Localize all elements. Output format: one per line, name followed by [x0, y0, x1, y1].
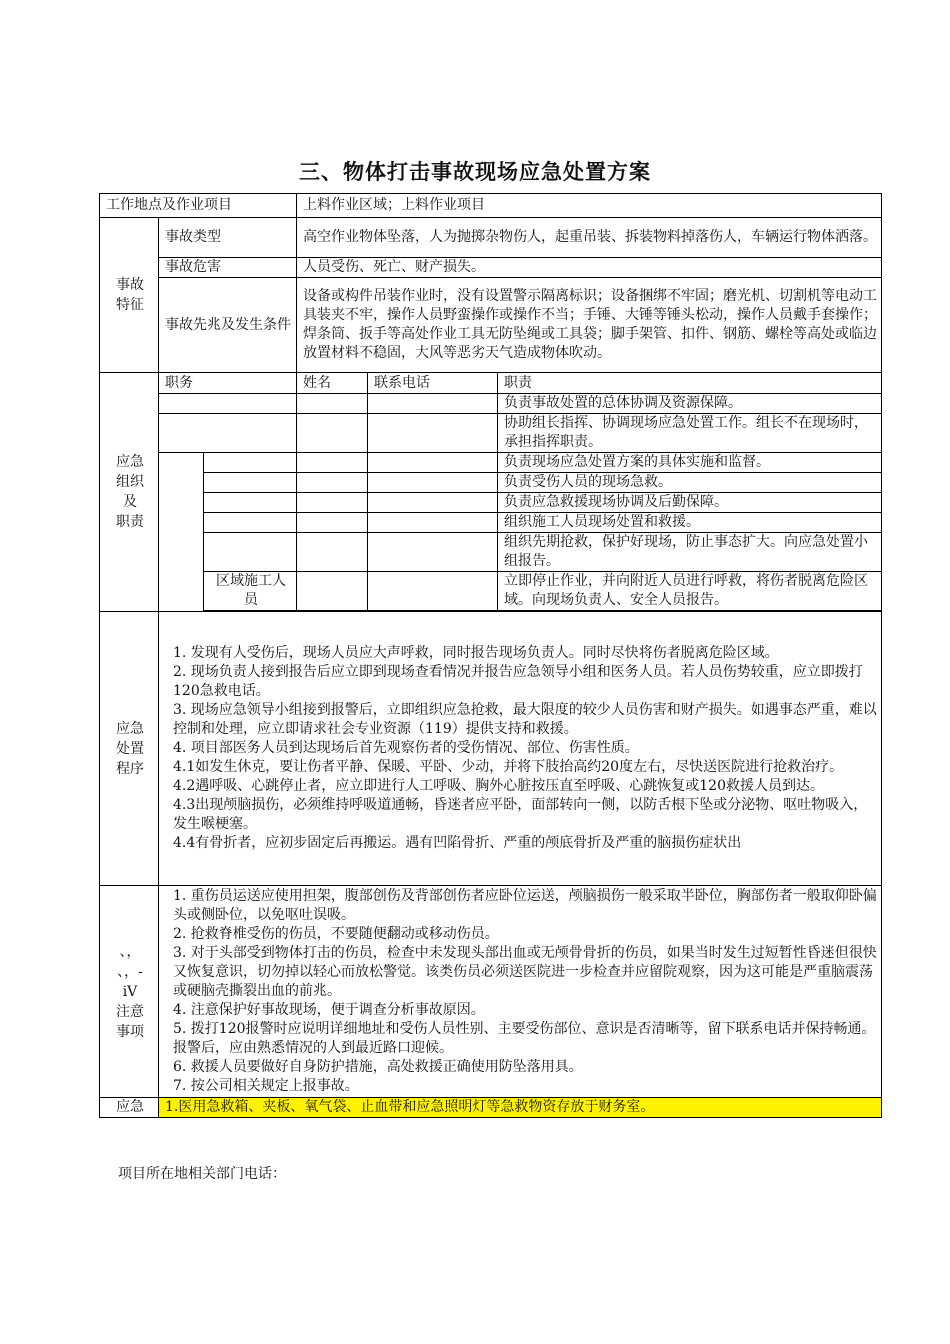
org-phone-cell [368, 394, 498, 414]
org-position-cell [204, 453, 297, 473]
procedure-section-text: 应急 处置 程序 [116, 720, 144, 777]
accident-hazard-label: 事故危害 [159, 258, 297, 278]
org-name-cell [297, 572, 368, 611]
org-row [100, 453, 882, 473]
supplies-item: 1.医用急救箱、夹板、氧气袋、止血带和应急照明灯等急救物资存放于财务室。 [159, 1098, 882, 1118]
org-position-cell [204, 473, 297, 493]
accident-precursor-label: 事故先兆及发生条件 [159, 278, 297, 373]
org-header-duty: 职责 [498, 373, 882, 394]
org-phone-cell [368, 473, 498, 493]
org-position-cell [204, 533, 297, 572]
org-header-phone: 联系电话 [368, 373, 498, 394]
procedure-item: 1. 发现有人受伤后，现场人员应大声呼救，同时报告现场负责人。同时尽快将伤者脱离危险区域。 [173, 645, 779, 661]
org-group-cell [159, 453, 204, 612]
org-phone-cell [368, 493, 498, 513]
procedure-content [159, 612, 882, 886]
org-row [100, 572, 882, 611]
footer-text: 项目所在地相关部门电话： [118, 1166, 286, 1182]
org-duty: 立即停止作业，并向附近人员进行呼救，将伤者脱离危险区域。向现场负责人、安全人员报告。 [498, 572, 882, 611]
org-phone-cell [368, 572, 498, 611]
notes-item: 5. 拨打120报警时应说明详细地址和受伤人员性别、主要受伤部位、意识是否清晰等，留下联系电话并保持畅通。报警后，应由熟悉情况的人到最近路口迎候。 [173, 1021, 876, 1056]
org-name-cell [297, 394, 368, 414]
org-position-cell [204, 493, 297, 513]
notes-item: 3. 对于头部受到物体打击的伤员，检查中未发现头部出血或无颅骨骨折的伤员，如果当时发生过短暂性昏迷但很快又恢复意识，切勿掉以轻心而放松警觉。该类伤员必须送医院进一步检查并应留院观察，因为这可能是严重脑震荡或硬脑壳撕裂出血的前兆。 [173, 945, 877, 999]
notes-item: 6. 救援人员要做好自身防护措施，高处救援正确使用防坠落用具。 [173, 1059, 583, 1075]
org-duty: 组织施工人员现场处置和救援。 [498, 513, 882, 533]
notes-content [159, 886, 882, 1098]
org-phone-cell [368, 513, 498, 533]
emergency-plan-table [99, 193, 882, 1118]
work-label: 工作地点及作业项目 [100, 194, 297, 218]
org-section-text: 应急 组织 及 职责 [116, 454, 144, 530]
notes-item: 4. 注意保护好事故现场，便于调查分析事故原因。 [173, 1002, 485, 1018]
procedure-item: 4.3出现颅脑损伤，必须维持呼吸道通畅，昏迷者应平卧，面部转向一侧，以防舌根下坠或分泌物、呕吐物吸入，发生喉梗塞。 [173, 797, 868, 832]
procedure-item: 4.2遇呼吸、心跳停止者，应立即进行人工呼吸、胸外心脏按压直至呼吸、心跳恢复或120救援人员到达。 [173, 778, 824, 794]
org-phone-cell [368, 453, 498, 473]
org-name-cell [297, 414, 368, 453]
org-section-label [100, 373, 159, 612]
notes-item: 1. 重伤员运送应使用担架，腹部创伤及背部创伤者应卧位运送，颅脑损伤一般采取半卧位，胸部伤者一般取仰卧偏头或侧卧位，以免呕吐误吸。 [173, 888, 877, 923]
org-position-cell [159, 394, 297, 414]
org-row [100, 414, 882, 453]
org-duty: 负责受伤人员的现场急救。 [498, 473, 882, 493]
supplies-row [100, 1098, 882, 1118]
org-duty: 负责现场应急处置方案的具体实施和监督。 [498, 453, 882, 473]
procedure-item: 3. 现场应急领导小组接到报警后，立即组织应急抢救，最大限度的较少人员伤害和财产损失。如遇事态严重，难以控制和处理，应立即请求社会专业资源（119）提供支持和救援。 [173, 702, 877, 737]
accident-precursor-row [100, 278, 882, 373]
org-name-cell [297, 493, 368, 513]
org-duty: 组织先期抢救，保护好现场，防止事态扩大。向应急处置小组报告。 [498, 533, 882, 572]
notes-item: 2. 抢救脊椎受伤的伤员，不要随便翻动或移动伤员。 [173, 926, 499, 942]
procedure-row [100, 612, 882, 886]
page-title: 三、物体打击事故现场应急处置方案 [299, 160, 651, 184]
accident-type-row [100, 218, 882, 258]
notes-section-text: 、， 、，- iV 注意 事项 [116, 943, 144, 1040]
org-name-cell [297, 513, 368, 533]
org-duty: 负责应急救援现场协调及后勤保障。 [498, 493, 882, 513]
org-row [100, 513, 882, 533]
org-header-row [100, 373, 882, 394]
procedure-item: 4.1如发生休克，要让伤者平静、保暖、平卧、少动，并将下肢抬高约20度左右，尽快送医院进行抢救治疗。 [173, 759, 844, 775]
org-row [100, 493, 882, 513]
procedure-item: 4. 项目部医务人员到达现场后首先观察伤者的受伤情况、部位、伤害性质。 [173, 740, 639, 756]
notes-row [100, 886, 882, 1098]
org-name-cell [297, 473, 368, 493]
org-row [100, 533, 882, 572]
org-duty: 协助组长指挥、协调现场应急处置工作。组长不在现场时，承担指挥职责。 [498, 414, 882, 453]
org-phone-cell [368, 414, 498, 453]
procedure-section-label [100, 612, 159, 886]
org-position-cell [204, 513, 297, 533]
accident-precursor-value: 设备或构件吊装作业时，没有设置警示隔离标识；设备捆绑不牢固；磨光机、切割机等电动工具装夹不牢，操作人员野蛮操作或操作不当；手锤、大锤等锤头松动，操作人员戴手套操作；焊条筒、扳手等高处作业工具无防坠绳或工具袋；脚手架管、扣件、钢筋、螺栓等高处或临边放置材料不稳固，大风等恶劣天气造成物体吹动。 [297, 278, 882, 373]
procedure-item: 4.4有骨折者，应初步固定后再搬运。遇有凹陷骨折、严重的颅底骨折及严重的脑损伤症状出 [173, 835, 742, 851]
org-phone-cell [368, 533, 498, 572]
notes-item: 7. 按公司相关规定上报事故。 [173, 1078, 359, 1094]
accident-type-value: 高空作业物体坠落，人为抛掷杂物伤人，起重吊装、拆装物料掉落伤人，车辆运行物体洒落。 [297, 218, 882, 258]
accident-type-label: 事故类型 [159, 218, 297, 258]
accident-hazard-value: 人员受伤、死亡、财产损失。 [297, 258, 882, 278]
notes-section-label [100, 886, 159, 1098]
org-header-position: 职务 [159, 373, 297, 394]
supplies-section-label: 应急 [100, 1098, 159, 1118]
accident-hazard-row [100, 258, 882, 278]
org-name-cell [297, 453, 368, 473]
procedure-item: 2. 现场负责人接到报告后应立即到现场查看情况并报告应急领导小组和医务人员。若人员伤势较重，应立即拨打120急救电话。 [173, 664, 863, 699]
features-section-text: 事故 特征 [116, 277, 144, 313]
org-name-cell [297, 533, 368, 572]
org-duty: 负责事故处置的总体协调及资源保障。 [498, 394, 882, 414]
org-header-name: 姓名 [297, 373, 368, 394]
org-position-cell [159, 414, 297, 453]
org-row [100, 473, 882, 493]
work-row [100, 194, 882, 218]
features-section-label [100, 218, 159, 373]
org-last-role: 区域施工人员 [204, 572, 297, 611]
work-value: 上料作业区域；上料作业项目 [297, 194, 882, 218]
org-row [100, 394, 882, 414]
